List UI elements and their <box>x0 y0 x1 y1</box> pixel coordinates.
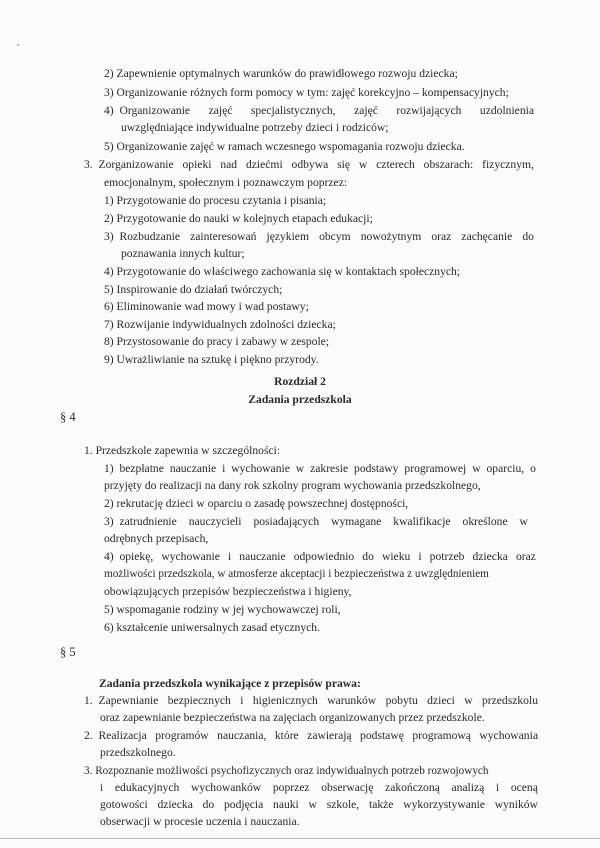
word: posiadających <box>253 515 320 528</box>
word: 1) bezpłatne <box>104 462 164 475</box>
word: kwalifikacje <box>393 515 451 528</box>
list-item-justified <box>104 230 534 244</box>
word: wieku <box>381 550 411 563</box>
word: i <box>240 694 244 707</box>
word: wyników <box>494 798 538 811</box>
word: w <box>358 158 368 171</box>
list-item: 1) Przygotowanie do procesu czytania i pisania; <box>104 194 327 207</box>
word: dziecka <box>157 798 193 811</box>
word: i <box>100 781 104 794</box>
word: i <box>495 781 500 794</box>
word: 1. Zapewnianie <box>84 694 159 707</box>
word: odpowiednio <box>293 550 355 563</box>
word: oraz <box>431 230 452 243</box>
word: podjęcia <box>223 798 264 811</box>
word: w <box>464 694 473 707</box>
list-item-justified <box>104 104 534 118</box>
word: 3. Zorganizowanie <box>84 158 174 171</box>
word: 4) opiekę, <box>104 550 154 563</box>
scan-speck <box>17 44 19 46</box>
word: zachęcanie <box>461 230 513 243</box>
list-item: 2) Zapewnienie optymalnych warunków do prawidłowego rozwoju dziecka; <box>104 67 458 80</box>
list-item: 7) Rozwijanie indywidualnych zdolności dziecka; <box>104 318 336 331</box>
word: obserwację <box>321 781 374 794</box>
word: wychowanie <box>161 550 220 563</box>
word: w <box>519 515 528 528</box>
word: zajęć <box>208 104 233 117</box>
list-item: 6) Eliminowanie wad mowy i wad postawy; <box>104 300 309 313</box>
word: podstawę <box>360 729 404 742</box>
section-heading: Zadania przedszkola wynikające z przepisów prawa: <box>99 677 361 690</box>
word: się <box>337 158 351 171</box>
word: higienicznych <box>252 694 318 707</box>
word: rozwijających <box>396 104 462 117</box>
word: bezpiecznych <box>167 694 231 707</box>
word: i <box>418 550 422 563</box>
numbered-point-continued: emocjonalnym, społecznym i poznawczym poprzez: <box>104 176 348 189</box>
word: programowej <box>404 462 467 475</box>
word: 2. Realizacja <box>84 729 147 742</box>
list-item: 8) Przystosowanie do pracy i zabawy w zespole; <box>104 335 330 348</box>
word: analizą <box>451 781 485 794</box>
word: 4) Organizowanie <box>104 104 191 117</box>
numbered-point <box>84 694 538 708</box>
word: specjalistycznych, <box>250 104 336 117</box>
word: do <box>522 230 534 243</box>
word: zainteresowań <box>190 230 257 243</box>
word: określone <box>462 515 508 528</box>
word: nowożytnym <box>360 230 422 243</box>
paragraph-mark: § 4 <box>60 410 76 424</box>
word: zakresie <box>310 462 349 475</box>
word: i <box>227 550 232 563</box>
word: oraz <box>515 550 536 563</box>
list-item: 5) Inspirowanie do działań twórczych; <box>104 283 283 296</box>
list-item-justified <box>104 462 536 476</box>
list-item-continued: przyjęty do realizacji na dany rok szkolny program wychowania przedszkolnego, <box>104 479 481 492</box>
word: opieki <box>182 158 212 171</box>
word: pobytu <box>385 694 418 707</box>
word: programową <box>412 729 471 742</box>
word: do <box>362 550 374 563</box>
word: nauczania, <box>217 729 267 742</box>
word: wykorzystywanie <box>403 798 485 811</box>
word: nad <box>220 158 238 171</box>
numbered-point-continued <box>100 798 538 812</box>
list-item: 9) Uwrażliwianie na sztukę i piękno przyrody. <box>104 353 319 366</box>
word: oceną <box>510 781 538 794</box>
numbered-point-continued: przedszkolnego. <box>100 746 176 759</box>
word: uzdolnienia <box>479 104 534 117</box>
word: obszarach: <box>423 158 474 171</box>
list-item: 2) rekrutację dzieci w oparciu o zasadę powszechnej dostępności, <box>104 497 409 510</box>
chapter-title: Zadania przedszkola <box>248 393 352 406</box>
list-item-justified <box>104 515 528 529</box>
numbered-point: 3. Rozpoznanie możliwości psychofizycznych oraz indywidualnych potrzeb rozwojowych <box>84 765 489 777</box>
word: zajęć <box>354 104 378 117</box>
list-item: 6) kształcenie uniwersalnych zasad etycznych. <box>104 621 320 634</box>
list-item: 3) Organizowanie różnych form pomocy w tym: zajęć korekcyjno – kompensacyjnych; <box>104 86 509 99</box>
numbered-point <box>84 158 534 172</box>
word: nauki <box>273 798 299 811</box>
word: obcym <box>319 230 351 243</box>
word: zawierają <box>307 729 352 742</box>
word: zakończoną <box>385 781 440 794</box>
word: 3) zatrudnienie <box>104 515 177 528</box>
numbered-point-continued: oraz zapewnianie bezpieczeństwa na zajęciach organizowanych przez przedszkole. <box>100 711 485 724</box>
word: o <box>530 462 536 475</box>
word: które <box>274 729 299 742</box>
word: wychowania <box>479 729 538 742</box>
word: 3) Rozbudzanie <box>104 230 180 243</box>
paragraph-mark: § 5 <box>60 645 76 659</box>
list-item-justified <box>104 550 536 564</box>
word: w <box>308 798 317 811</box>
word: oparciu, <box>486 462 525 475</box>
word: dziećmi <box>245 158 283 171</box>
word: odbywa <box>291 158 329 171</box>
word: dzieci <box>427 694 455 707</box>
word: do <box>202 798 215 811</box>
list-item: 5) Organizowanie zajęć w ramach wczesnego wspomagania rozwoju dziecka. <box>104 140 465 153</box>
paragraph-intro: 1. Przedszkole zapewnia w szczególności: <box>84 444 281 457</box>
word: potrzeb <box>429 550 465 563</box>
word: szkole, <box>326 798 360 811</box>
list-item: 5) wspomaganie rodziny w jej wychowawczej roli, <box>104 603 341 616</box>
numbered-point-continued <box>100 781 538 795</box>
numbered-point-continued: obserwacji w procesie uczenia i nauczania. <box>100 815 300 828</box>
word: nauczanie <box>169 462 217 475</box>
scan-edge-line <box>0 838 600 839</box>
numbered-point <box>84 729 538 743</box>
word: programów <box>155 729 209 742</box>
word: poprzez <box>272 781 310 794</box>
list-item-continued: obowiązujących przepisów bezpieczeństwa i higieny, <box>104 585 352 598</box>
word: warunków <box>327 694 377 707</box>
list-item-continued: poznawania innych kultur; <box>121 247 245 260</box>
word: w <box>295 462 305 475</box>
word: czterech <box>376 158 415 171</box>
chapter-number: Rozdział 2 <box>274 375 326 388</box>
word: edukacyjnych <box>114 781 180 794</box>
word: językiem <box>266 230 309 243</box>
word: i <box>222 462 226 475</box>
word: w <box>472 462 481 475</box>
list-item-continued: możliwości przedszkola, w atmosferze akceptacji i bezpieczeństwa z uwzględnieniem <box>104 568 489 580</box>
list-item-continued: uwzględniające indywidualne potrzeby dzieci i rodziców; <box>121 121 389 134</box>
word: fizycznym, <box>482 158 534 171</box>
list-item: 4) Przygotowanie do właściwego zachowania się w kontaktach społecznych; <box>104 265 461 278</box>
word: także <box>368 798 394 811</box>
word: gotowości <box>100 798 148 811</box>
list-item: 2) Przygotowanie do nauki w kolejnych etapach edukacji; <box>104 212 373 225</box>
list-item-continued: odrębnych przepisach, <box>104 532 209 545</box>
word: podstawy <box>354 462 399 475</box>
word: przedszkolu <box>481 694 538 707</box>
word: wychowanków <box>190 781 262 794</box>
word: nauczanie <box>239 550 286 563</box>
word: nauczycieli <box>188 515 242 528</box>
word: dziecka <box>472 550 508 563</box>
word: wychowanie <box>231 462 290 475</box>
word: wymagane <box>331 515 382 528</box>
